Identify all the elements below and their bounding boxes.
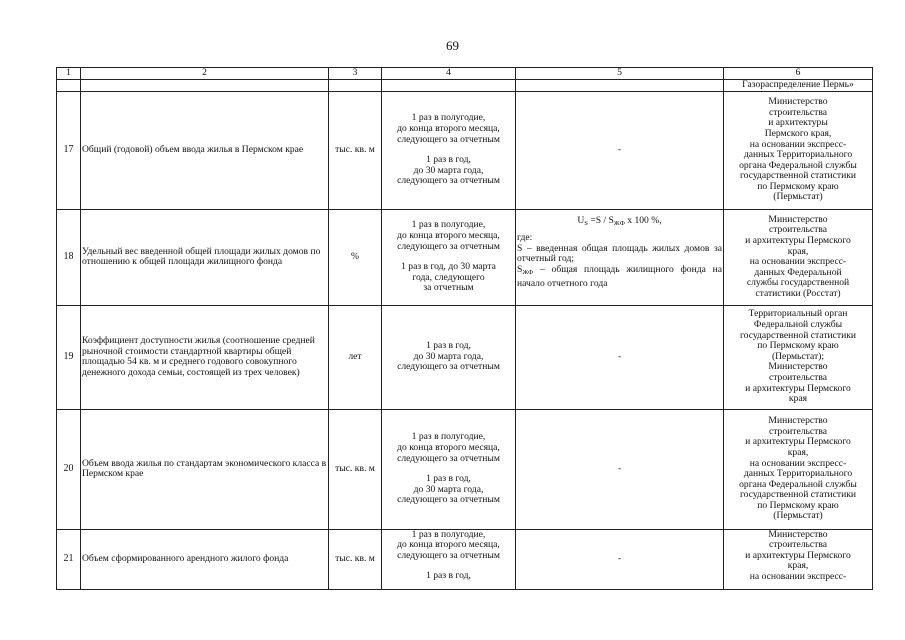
source-cell: Министерство строительства и архитектуры Пермского края, на основании экспресс- данных Территориального органа Федеральной службы государственной статистики по Пермскому краю (Пермьстат) [724, 91, 873, 209]
row-number: 21 [57, 529, 81, 589]
method-cell: - [516, 91, 724, 209]
method-cell [516, 209, 724, 305]
table-row [57, 209, 873, 305]
indicator-name: Объем ввода жилья по стандартам экономического класса в Пермском крае [81, 409, 329, 529]
frequency-cell: 1 раз в полугодие, до конца второго месяца, следующего за отчетным 1 раз в год, до 30 марта года, следующего за отчетным [382, 409, 516, 529]
method-cell: - [516, 529, 724, 589]
row-number: 18 [57, 209, 81, 305]
formula-s-definition: S – введенная общая площадь жилых домов за отчетный год; [517, 242, 722, 265]
table-row [57, 305, 873, 409]
unit-cell: лет [329, 305, 382, 409]
header-cell: 3 [329, 68, 382, 80]
formula-where: где: [517, 232, 533, 244]
formula-sf-definition: $S_{ЖФ}$ – общая площадь жилищного фонда на начало отчетного года [517, 263, 722, 289]
header-cell: 6 [724, 68, 873, 80]
unit-cell: тыс. кв. м [329, 91, 382, 209]
frequency-cell: 1 раз в полугодие, до конца второго месяца, следующего за отчетным 1 раз в год, до 30 марта года, следующего за отчетным [382, 91, 516, 209]
row-number: 20 [57, 409, 81, 529]
source-cell: Министерство строительства и архитектуры Пермского края, на основании экспресс- данных Федеральной службы государственной статистики (Росстат) [724, 209, 873, 305]
formula: $U_S =S / S_{ЖФ}$ х 100 %, [577, 214, 662, 227]
header-cell: 4 [382, 68, 516, 80]
indicators-table [56, 67, 873, 590]
table-row [57, 91, 873, 209]
header-cell: 1 [57, 68, 81, 80]
row-number: 17 [57, 91, 81, 209]
page-number: 69 [446, 38, 459, 53]
method-cell: - [516, 409, 724, 529]
continuation-row [57, 80, 873, 92]
unit-cell: тыс. кв. м [329, 409, 382, 529]
table-row [57, 529, 873, 589]
header-cell: 5 [516, 68, 724, 80]
indicator-name: Объем сформированного арендного жилого фонда [81, 529, 329, 589]
unit-cell: тыс. кв. м [329, 529, 382, 589]
unit-cell: % [329, 209, 382, 305]
header-row [57, 68, 873, 80]
source-cell: Газораспределение Пермь» [724, 80, 873, 92]
indicator-name: Общий (годовой) объем ввода жилья в Пермском крае [81, 91, 329, 209]
source-cell: Территориальный орган Федеральной службы государственной статистики по Пермскому краю (Пермьстат); Министерство строительства и архитектуры Пермского края [724, 305, 873, 409]
source-cell: Министерство строительства и архитектуры Пермского края, на основании экспресс- данных Территориального органа Федеральной службы государственной статистики по Пермскому краю (Пермьстат) [724, 409, 873, 529]
frequency-cell: 1 раз в полугодие, до конца второго месяца, следующего за отчетным 1 раз в год, до 30 марта года, следующего за отчетным [382, 209, 516, 305]
header-cell: 2 [81, 68, 329, 80]
indicator-name: Коэффициент доступности жилья (соотношение средней рыночной стоимости стандартной квартиры общей площадью 54 кв. м и среднего годового совокупного денежного дохода семьи, состоящей из трех человек) [81, 305, 329, 409]
method-cell: - [516, 305, 724, 409]
table-row [57, 409, 873, 529]
row-number: 19 [57, 305, 81, 409]
indicator-name: Удельный вес введенной общей площади жилых домов по отношению к общей площади жилищного фонда [81, 209, 329, 305]
frequency-cell: 1 раз в полугодие, до конца второго месяца, следующего за отчетным 1 раз в год, [382, 529, 516, 589]
frequency-cell: 1 раз в год, до 30 марта года, следующего за отчетным [382, 305, 516, 409]
source-cell: Министерство строительства и архитектуры Пермского края, на основании экспресс- [724, 529, 873, 589]
